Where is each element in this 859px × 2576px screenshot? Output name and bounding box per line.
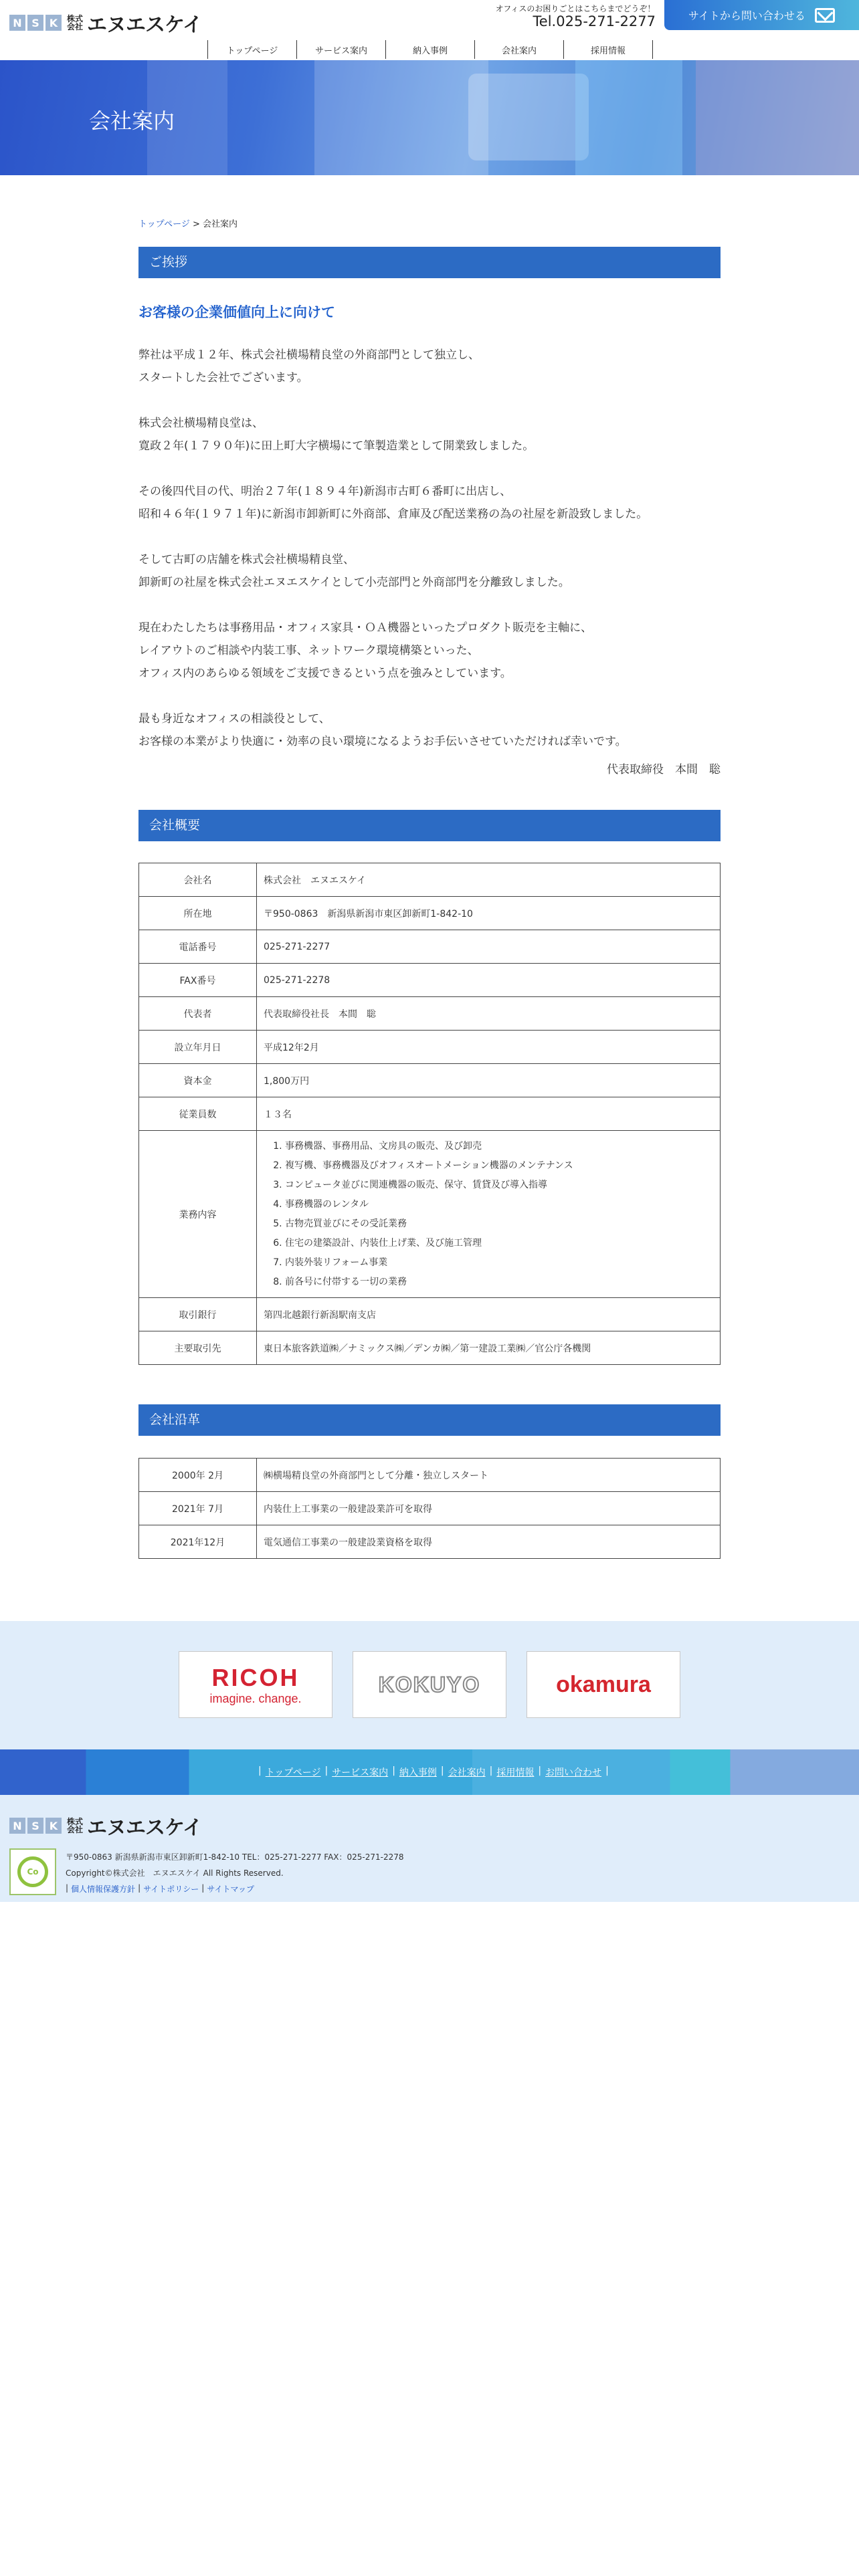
table-row [139,964,721,997]
list-item: 5. 古物売買並びにその受託業務 [285,1214,713,1234]
row-label: 従業員数 [139,1097,257,1131]
global-nav [207,40,653,59]
greeting-heading: ご挨拶 [138,247,721,278]
site-logo[interactable] [9,8,202,37]
row-label: 資本金 [139,1064,257,1097]
table-row [139,997,721,1031]
site-footer [0,1795,859,1902]
page-title: 会社案内 [89,108,175,134]
row-value: 東日本旅客鉄道㈱／ナミックス㈱／デンカ㈱／第一建設工業㈱／官公庁各機関 [257,1331,721,1365]
row-value [257,1131,721,1298]
footer-nav-contact[interactable]: お問い合わせ [545,1767,602,1778]
table-row [139,1492,721,1525]
list-item: 7. 内装外装リフォーム事業 [285,1253,713,1273]
row-label: 主要取引先 [139,1331,257,1365]
footer-nav: | トップページ | サービス案内 | 納入事例 | 会社案内 | 採用情報 | お問い合わせ | [258,1765,609,1778]
logo-mark-n: N [9,1818,25,1834]
row-value: 第四北越銀行新潟駅南支店 [257,1298,721,1331]
logo-kaisha: 株式会社 [67,14,84,31]
site-policy-link[interactable]: サイトポリシー [143,1885,199,1894]
list-item: 4. 事務機器のレンタル [285,1195,713,1214]
nav-item-company[interactable]: 会社案内 [475,40,564,59]
footer-address: 〒950-0863 新潟県新潟市東区卸新町1-842-10 TEL：025-271-2277 FAX：025-271-2278 [66,1852,404,1862]
logo-kaisha: 株式会社 [67,1817,84,1834]
kokuyo-logo-text: KOKUYO [378,1672,481,1697]
history-event: 内装仕上工事業の一般建設業許可を取得 [257,1492,721,1525]
footer-nav-recruit[interactable]: 採用情報 [496,1767,535,1778]
logo-mark-s: S [27,1818,43,1834]
row-value: 1,800万円 [257,1064,721,1097]
table-row [139,1525,721,1559]
table-row [139,1331,721,1365]
table-row [139,1097,721,1131]
okamura-logo[interactable] [527,1651,680,1718]
okamura-logo-text: okamura [556,1671,651,1697]
sitemap-link[interactable]: サイトマップ [207,1885,255,1894]
contact-button[interactable] [664,0,859,30]
history-date: 2000年 2月 [139,1459,257,1492]
table-row [139,1459,721,1492]
row-label: FAX番号 [139,964,257,997]
row-label: 所在地 [139,897,257,930]
footer-nav-services[interactable]: サービス案内 [332,1767,389,1778]
row-value: 〒950-0863 新潟県新潟市東区卸新町1-842-10 [257,897,721,930]
mail-icon [815,8,835,23]
ricoh-logo[interactable] [179,1651,332,1718]
table-row [139,1298,721,1331]
footer-nav-company[interactable]: 会社案内 [448,1767,486,1778]
logo-mark-n: N [9,15,25,31]
logo-mark-k: K [45,1818,62,1834]
footer-nav-top[interactable]: トップページ [265,1767,321,1778]
row-label: 業務内容 [139,1131,257,1298]
list-item: 2. 複写機、事務機器及びオフィスオートメーション機器のメンテナンス [285,1156,713,1176]
nav-item-recruit[interactable]: 採用情報 [564,40,653,59]
list-item: 3. コンピュータ並びに関連機器の販売、保守、賃貸及び導入指導 [285,1176,713,1195]
row-value: 平成12年2月 [257,1031,721,1064]
greeting-signature: 代表取締役 本間 聡 [607,763,721,776]
privacy-policy-link[interactable]: 個人情報保護方針 [71,1885,136,1894]
business-list [264,1133,713,1296]
row-value: 株式会社 エヌエスケイ [257,863,721,897]
ricoh-logo-text: RICOH [211,1663,300,1691]
breadcrumb-home-link[interactable]: トップページ [138,219,190,229]
breadcrumb-separator: > [192,219,200,229]
breadcrumb-current: 会社案内 [203,219,238,229]
ricoh-tagline: imagine. change. [209,1691,302,1705]
greeting-body: 弊社は平成１２年、株式会社横場精良堂の外商部門として独立し、 スタートした会社でございます。 株式会社横場精良堂は、 寛政２年(１７９０年)に田上町大字横場にて筆製造業として開業致しました。 その後四代目の代、明治２７年(１８９４年)新潟市古町６番町に出店し、 昭和４６年(１９７１年)に新潟市卸新町に外商部、倉庫及び配送業務の為の社屋を新設致しました。 そして古町の店舗を株式会社横場精良堂、 卸新町の社屋を株式会社エヌエスケイとして小売部門と外商部門を分離致しました。 現在わたしたちは事務用品・オフィス家具・ＯＡ機器といったプロダクト販売を主軸に、 レイアウトのご相談や内装工事、ネットワーク環境構築といった、 オフィス内のあらゆる領域をご支援できるという点を強みとしています。 最も身近なオフィスの相談役として、 お客様の本業がより快適に・効率の良い環境になるようお手伝いさせていただければ幸いです。 [138,348,648,748]
row-label: 設立年月日 [139,1031,257,1064]
eco-badge-mark: Co [17,1856,48,1887]
table-row [139,863,721,897]
greeting-title: お客様の企業価値向上に向けて [138,304,335,320]
logo-marks [9,15,62,31]
kokuyo-logo[interactable] [353,1651,506,1718]
header-subtext: オフィスのお困りごとはこちらまでどうぞ！ [495,4,656,13]
history-event: ㈱横場精良堂の外商部門として分離・独立しスタート [257,1459,721,1492]
footer-logo[interactable] [9,1811,202,1840]
footer-nav-cases[interactable]: 納入事例 [399,1767,437,1778]
header-tel[interactable]: Tel.025-271-2277 [533,13,656,29]
row-value: 025-271-2278 [257,964,721,997]
nav-item-top[interactable]: トップページ [208,40,297,59]
site-header [0,0,859,60]
hero-shade [314,60,488,175]
hero-shade [575,60,682,175]
logo-mark-s: S [27,15,43,31]
logo-name: エヌエスケイ [87,1816,202,1840]
overview-table [138,863,721,1365]
row-value: 025-271-2277 [257,930,721,964]
history-event: 電気通信工事業の一般建設業資格を取得 [257,1525,721,1559]
logo-mark-k: K [45,15,62,31]
footer-links: | 個人情報保護方針 | サイトポリシー | サイトマップ [66,1883,255,1894]
logo-name: エヌエスケイ [87,13,202,37]
list-item: 1. 事務機器、事務用品、文房具の販売、及び卸売 [285,1137,713,1156]
logo-marks [9,1818,62,1834]
row-value: 代表取締役社長 本間 聡 [257,997,721,1031]
history-date: 2021年12月 [139,1525,257,1559]
history-date: 2021年 7月 [139,1492,257,1525]
breadcrumb [138,217,237,229]
table-row [139,1031,721,1064]
table-row [139,897,721,930]
row-label: 取引銀行 [139,1298,257,1331]
history-table [138,1458,721,1559]
row-label: 代表者 [139,997,257,1031]
overview-heading: 会社概要 [138,810,721,841]
contact-button-label: サイトから問い合わせる [688,9,805,22]
footer-copyright: Copyright©株式会社 エヌエスケイ All Rights Reserved. [66,1868,284,1878]
nav-item-cases[interactable]: 納入事例 [386,40,475,59]
eco-badge-icon [9,1848,56,1895]
table-row [139,1131,721,1298]
table-row [139,930,721,964]
row-label: 会社名 [139,863,257,897]
nav-item-services[interactable]: サービス案内 [297,40,386,59]
partner-logos [0,1621,859,1749]
list-item: 6. 住宅の建築設計、内装仕上げ業、及び施工管理 [285,1234,713,1253]
row-value: １３名 [257,1097,721,1131]
hero-shade [696,60,859,175]
history-heading: 会社沿革 [138,1404,721,1436]
row-label: 電話番号 [139,930,257,964]
hero-shade [468,74,589,160]
hero-banner [0,60,859,175]
table-row [139,1064,721,1097]
list-item: 8. 前各号に付帯する一切の業務 [285,1273,713,1292]
footer-nav-bar [0,1749,859,1795]
